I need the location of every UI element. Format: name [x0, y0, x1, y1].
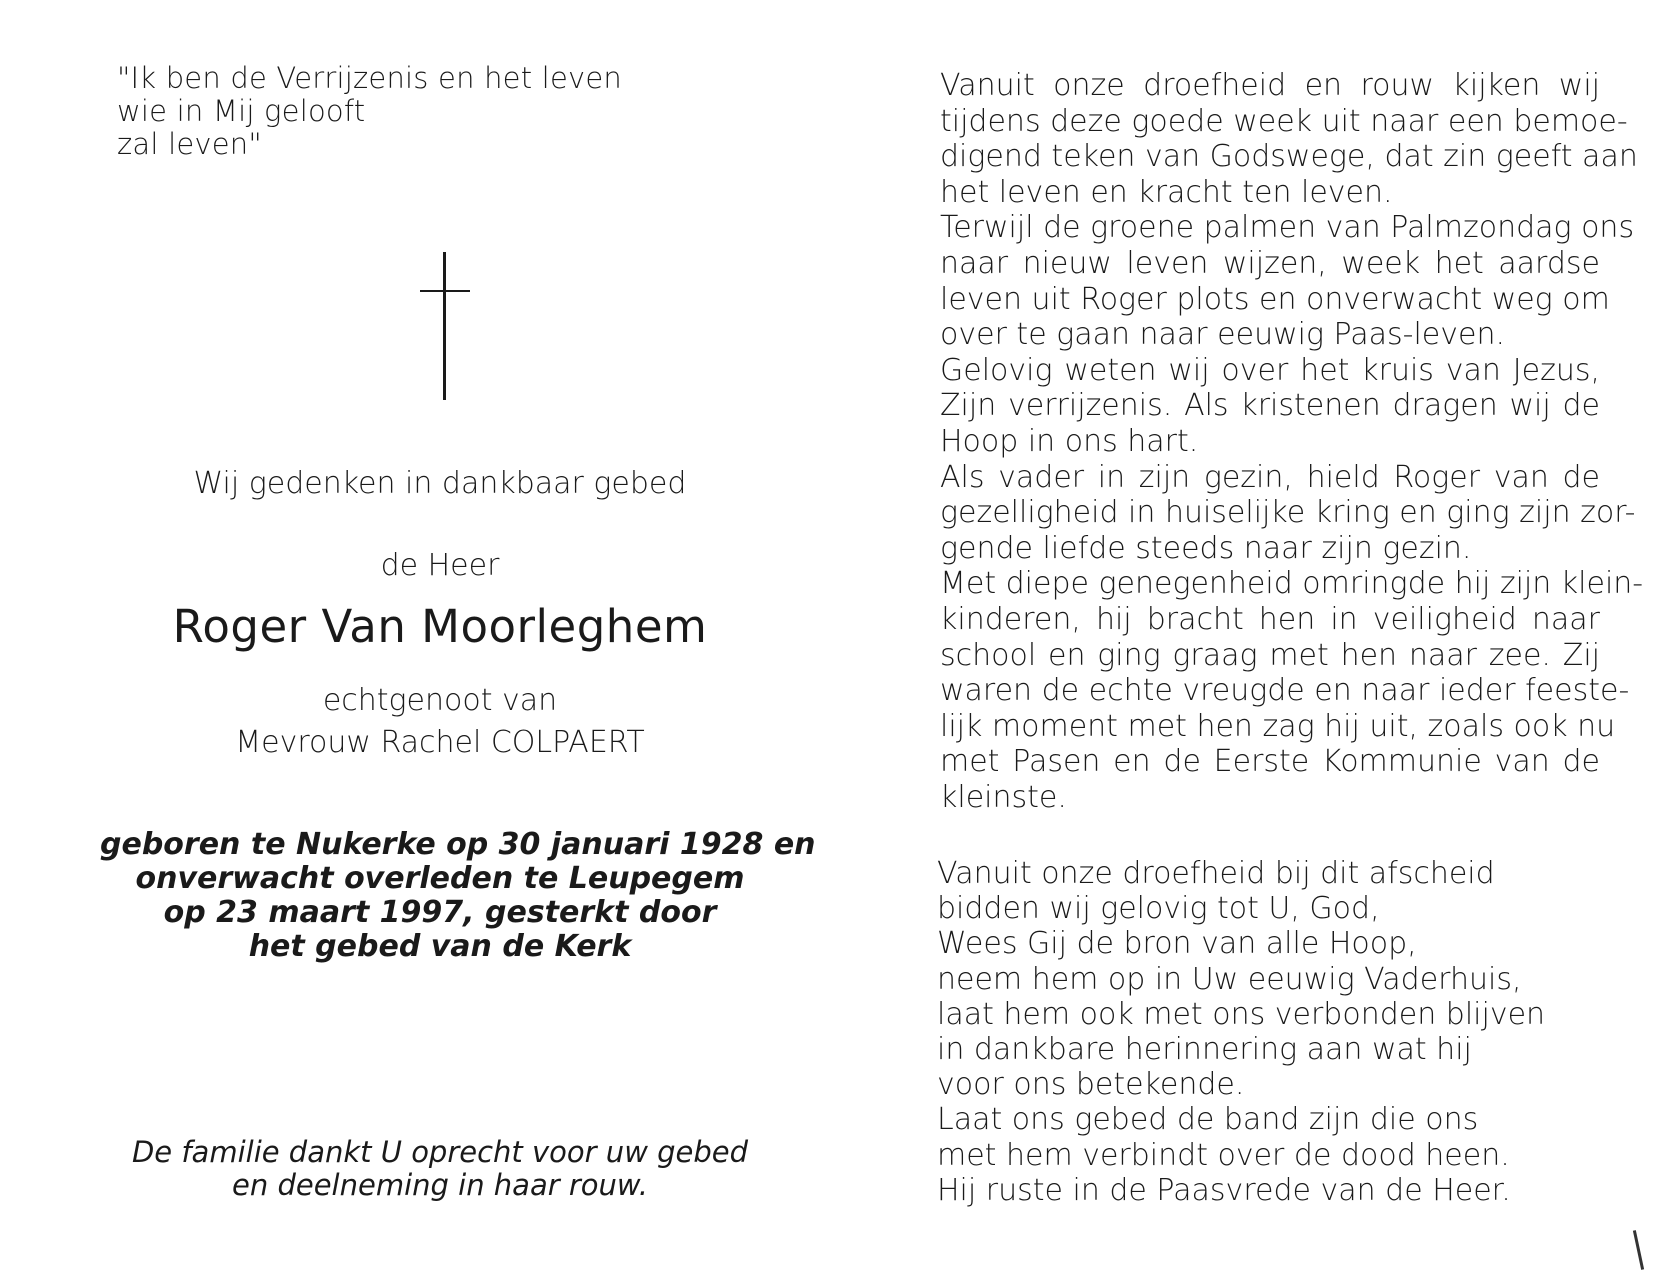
- prayer-line: neem hem op in Uw eeuwig Vaderhuis,: [937, 961, 1522, 997]
- text-line: Hoop in ons hart.: [940, 423, 1199, 459]
- text-line: waren de echte vreugde en naar ieder feeste-: [940, 673, 1630, 709]
- text-line: gende liefde steeds naar zijn gezin.: [940, 530, 1472, 566]
- prayer: [937, 856, 1545, 1208]
- text-line: school en ging graag met hen naar zee. Zij: [940, 637, 1600, 673]
- prayer-line: Hij ruste in de Paasvrede van de Heer.: [937, 1172, 1511, 1208]
- text-line: lijk moment met hen zag hij uit, zoals ook nu: [940, 708, 1616, 744]
- dates-line: geboren te Nukerke op 30 januari 1928 en: [100, 827, 816, 862]
- dates-line: op 23 maart 1997, gesterkt door: [163, 895, 717, 930]
- text-line: kleinste.: [940, 779, 1067, 815]
- text-line: het leven en kracht ten leven.: [940, 174, 1393, 210]
- deceased-name: Roger Van Moorleghem: [172, 600, 708, 653]
- prayer-line: met hem verbindt over de dood heen.: [937, 1137, 1510, 1173]
- right-panel: [937, 0, 1644, 1282]
- pen-mark: [1633, 1230, 1644, 1270]
- prayer-line: voor ons betekende.: [937, 1067, 1245, 1103]
- spouse-block: [100, 680, 780, 764]
- text-line: tijdens deze goede week uit naar een bemoe-: [940, 103, 1628, 139]
- text-line: met Pasen en de Eerste Kommunie van de: [940, 744, 1600, 780]
- thanks-line: De familie dankt U oprecht voor uw gebed: [131, 1135, 749, 1169]
- life-dates: [100, 827, 816, 964]
- text-line: digend teken van Godswege, dat zin geeft aan: [940, 139, 1638, 175]
- text-line: over te gaan naar eeuwig Paas-leven.: [940, 317, 1506, 353]
- text-line: gezelligheid in huiselijke kring en ging zijn zor-: [940, 495, 1636, 531]
- text-line: Als vader in zijn gezin, hield Roger van de: [940, 459, 1600, 495]
- thanks-line: en deelneming in haar rouw.: [232, 1168, 648, 1202]
- quote-line: zal leven": [117, 127, 262, 161]
- spouse-name: Mevrouw Rachel COLPAERT: [235, 725, 645, 760]
- text-line: naar nieuw leven wijzen, week het aardse: [940, 245, 1600, 281]
- spouse-label: echtgenoot van: [322, 683, 558, 718]
- text-line: Zijn verrijzenis. Als kristenen dragen wij de: [940, 388, 1600, 424]
- text-line: Met diepe genegenheid omringde hij zijn klein-: [940, 566, 1644, 602]
- prayer-line: bidden wij gelovig tot U, God,: [937, 891, 1380, 927]
- honorific: de Heer: [380, 548, 500, 583]
- dates-line: het gebed van de Kerk: [248, 929, 632, 964]
- scripture-quote: [117, 62, 622, 161]
- prayer-line: Wees Gij de bron van alle Hoop,: [937, 926, 1417, 962]
- text-line: Terwijl de groene palmen van Palmzondag ons: [940, 210, 1635, 246]
- prayer-line: laat hem ook met ons verbonden blijven: [937, 996, 1546, 1032]
- cross-icon: [420, 252, 470, 400]
- memorial-text: [940, 68, 1644, 815]
- family-thanks: [100, 1136, 780, 1202]
- quote-line: "Ik ben de Verrijzenis en het leven: [117, 61, 622, 95]
- prayer-line: Vanuit onze droefheid bij dit afscheid: [937, 856, 1495, 891]
- text-line: kinderen, hij bracht hen in veiligheid naar: [940, 601, 1600, 637]
- dates-line: onverwacht overleden te Leupegem: [135, 861, 745, 896]
- text-line: Gelovig weten wij over het kruis van Jezus,: [940, 352, 1600, 388]
- commemorate-text: Wij gedenken in dankbaar gebed: [193, 466, 687, 501]
- quote-line: wie in Mij gelooft: [117, 94, 366, 128]
- prayer-line: Laat ons gebed de band zijn die ons: [937, 1102, 1479, 1138]
- text-line: Vanuit onze droefheid en rouw kijken wij: [940, 68, 1600, 103]
- prayer-line: in dankbare herinnering aan wat hij: [937, 1032, 1472, 1068]
- text-line: leven uit Roger plots en onverwacht weg om: [940, 281, 1610, 317]
